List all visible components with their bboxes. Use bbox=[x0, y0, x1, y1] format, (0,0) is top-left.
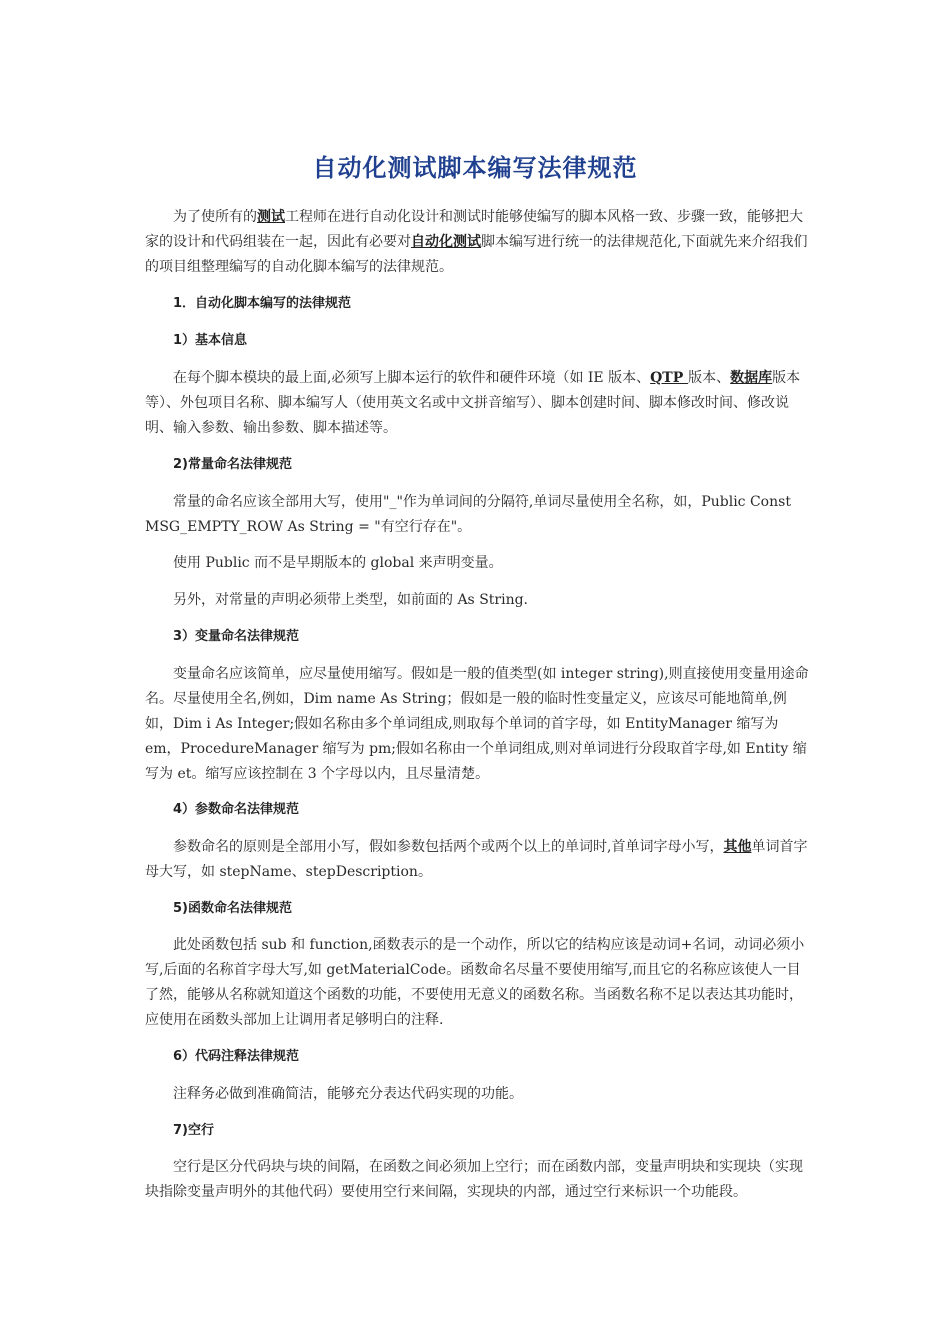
constant-paragraph-1: 常量的命名应该全部用大写，使用"_"作为单词间的分隔符,单词尽量使用全名称，如，Public Const MSG_EMPTY_ROW As String = "有空行存在"。 bbox=[145, 494, 791, 535]
heading-constant-naming: 2)常量命名法律规范 bbox=[173, 457, 292, 472]
function-paragraph: 此处函数包括 sub 和 function,函数表示的是一个动作，所以它的结构应该是动词+名词，动词必须小写,后面的名称首字母大写,如 getMaterialCode。函数命名尽量不要使用缩写,而且它的名称应该使人一目了然，能够从名称就知道这个函数的功能，不要使用无意义的函数名称。当函数名称不足以表达其功能时，应使用在函数头部加上让调用者足够明白的注释. bbox=[145, 937, 805, 1028]
link-qtp[interactable]: QTP bbox=[650, 370, 689, 386]
intro-text-3: 脚本编写进行统一的法律规范化,下面就先来介绍我们的项目组整理编写的自动化脚本编写的法律规范。 bbox=[145, 234, 808, 275]
link-automation-test[interactable]: 自动化测试 bbox=[411, 234, 481, 250]
param-text-2: 单词首字母大写，如 stepName、stepDescription。 bbox=[145, 839, 808, 880]
variable-paragraph: 变量命名应该简单，应尽量使用缩写。假如是一般的值类型(如 integer string),则直接使用变量用途命名。尽量使用全名,例如，Dim name As String；假如是一般的临时性变量定义，应该尽可能地简单,例如，Dim i As Integer;假如名称由多个单词组成,则取每个单词的首字母，如 EntityManager 缩写为em，ProcedureManager 缩写为 pm;假如名称由一个单词组成,则对单词进行分段取首字母,如 Entity 缩写为 et。缩写应该控制在 3 个字母以内，且尽量清楚。 bbox=[145, 666, 809, 782]
heading-variable-naming: 3）变量命名法律规范 bbox=[173, 629, 300, 644]
param-text-1: 参数命名的原则是全部用小写，假如参数包括两个或两个以上的单词时,首单词字母小写， bbox=[173, 839, 724, 855]
section-heading-1: 1．自动化脚本编写的法律规范 bbox=[173, 296, 352, 311]
heading-blank-line: 7)空行 bbox=[173, 1123, 214, 1138]
constant-paragraph-2: 使用 Public 而不是早期版本的 global 来声明变量。 bbox=[173, 555, 503, 571]
constant-paragraph-3: 另外，对常量的声明必须带上类型，如前面的 As String. bbox=[173, 592, 529, 608]
heading-basic-info: 1）基本信息 bbox=[173, 333, 248, 348]
blank-line-paragraph: 空行是区分代码块与块的间隔，在函数之间必须加上空行；而在函数内部，变量声明块和实现块（实现块指除变量声明外的其他代码）要使用空行来间隔，实现块的内部，通过空行来标识一个功能段。 bbox=[145, 1159, 803, 1200]
intro-paragraph bbox=[145, 205, 813, 280]
intro-text-1: 为了使所有的 bbox=[173, 209, 257, 225]
link-other[interactable]: 其他 bbox=[723, 839, 752, 855]
comment-paragraph: 注释务必做到准确简洁，能够充分表达代码实现的功能。 bbox=[173, 1086, 523, 1102]
heading-comment-rules: 6）代码注释法律规范 bbox=[173, 1049, 300, 1064]
basic-text-2: 版本、 bbox=[688, 370, 731, 386]
intro-text-2: 工程师在进行自动化设计和测试时能够使编写的脚本风格一致、步骤一致，能够把大家的设计和代码组装在一起，因此有必要对 bbox=[145, 209, 803, 250]
page-title: 自动化测试脚本编写法律规范 bbox=[312, 154, 638, 182]
parameter-paragraph bbox=[145, 835, 813, 885]
basic-text-1: 在每个脚本模块的最上面,必须写上脚本运行的软件和硬件环境（如 IE 版本、 bbox=[173, 370, 651, 386]
heading-parameter-naming: 4）参数命名法律规范 bbox=[173, 802, 300, 817]
basic-text-3: 版本等）、外包项目名称、脚本编写人（使用英文名或中文拼音缩写）、脚本创建时间、脚本修改时间、修改说明、输入参数、输出参数、脚本描述等。 bbox=[145, 370, 801, 436]
heading-function-naming: 5)函数命名法律规范 bbox=[173, 901, 292, 916]
basic-info-paragraph bbox=[145, 366, 813, 441]
link-database[interactable]: 数据库 bbox=[730, 370, 773, 386]
link-test[interactable]: 测试 bbox=[257, 209, 285, 225]
